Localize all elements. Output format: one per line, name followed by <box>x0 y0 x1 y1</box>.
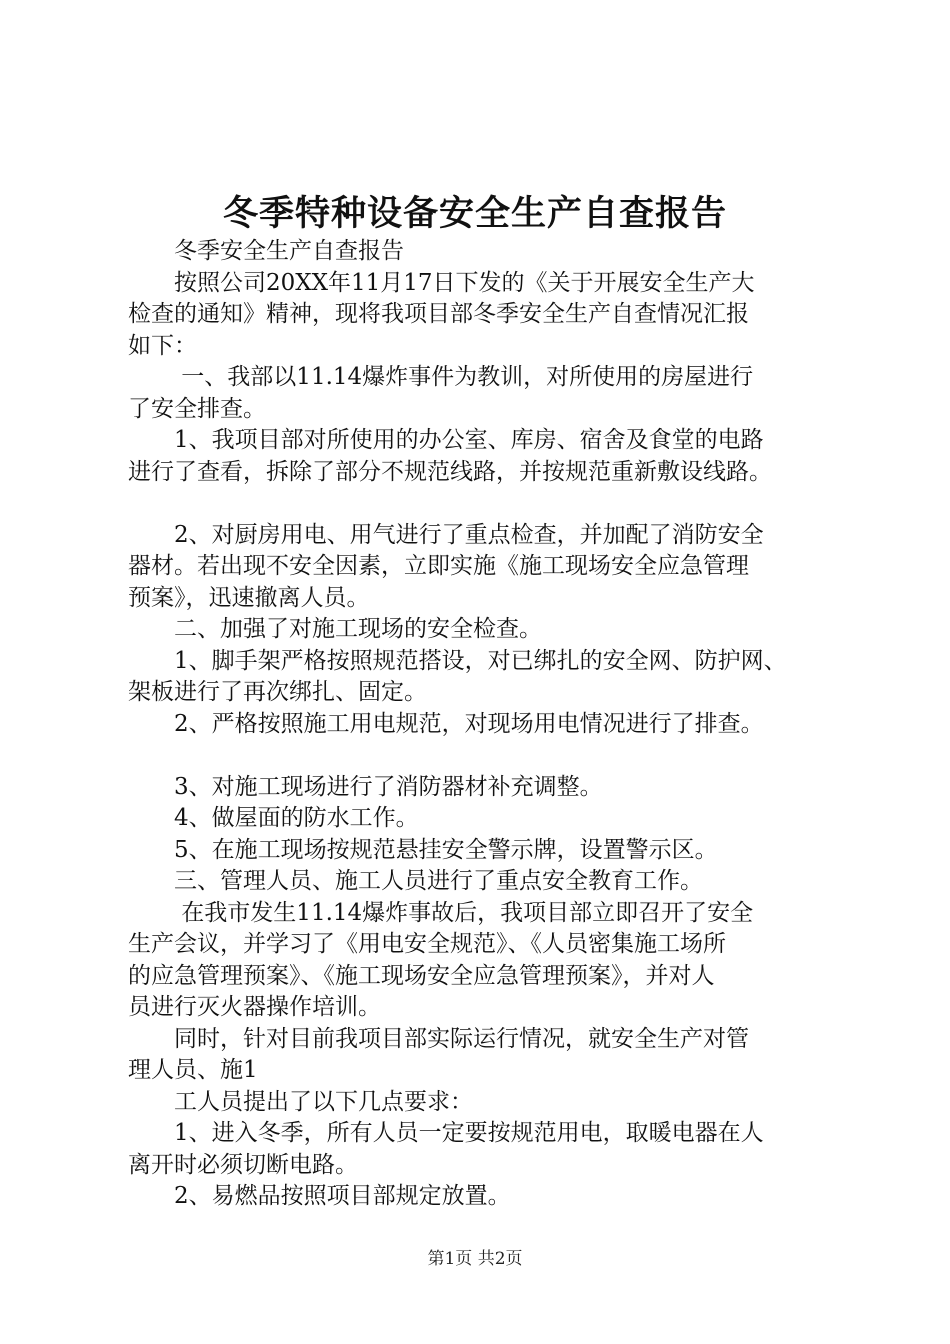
blank-line <box>128 740 848 772</box>
body-line: 工人员提出了以下几点要求： <box>128 1088 473 1115</box>
body-line: 2、对厨房用电、用气进行了重点检查，并加配了消防安全 <box>128 521 764 548</box>
body-line: 员进行灭火器操作培训。 <box>128 994 381 1020</box>
document-body <box>128 236 848 1213</box>
body-line: 1、进入冬季，所有人员一定要按规范用电，取暖电器在人 <box>128 1120 764 1146</box>
body-line: 1、我项目部对所使用的办公室、库房、宿舍及食堂的电路 <box>128 427 764 453</box>
body-line: 器材。若出现不安全因素，立即实施《施工现场安全应急管理 <box>128 553 749 579</box>
body-line: 按照公司20XX年11月17日下发的《关于开展安全生产大 <box>128 269 755 296</box>
body-line: 2、严格按照施工用电规范，对现场用电情况进行了排查。 <box>128 710 764 737</box>
body-line: 进行了查看，拆除了部分不规范线路，并按规范重新敷设线路。 <box>128 458 772 485</box>
body-line: 了安全排查。 <box>128 395 266 422</box>
body-line: 生产会议，并学习了《用电安全规范》、《人员密集施工场所 <box>128 931 726 957</box>
body-line: 3、对施工现场进行了消防器材补充调整。 <box>128 773 603 800</box>
body-line: 三、管理人员、施工人员进行了重点安全教育工作。 <box>128 868 703 894</box>
document-title: 冬季特种设备安全生产自查报告 <box>222 193 727 234</box>
body-line: 架板进行了再次绑扎、固定。 <box>128 679 427 705</box>
body-line: 4、做屋面的防水工作。 <box>128 805 419 831</box>
body-line: 如下： <box>128 332 197 359</box>
body-line: 冬季安全生产自查报告 <box>128 238 404 264</box>
body-line: 检查的通知》精神，现将我项目部冬季安全生产自查情况汇报 <box>128 301 749 327</box>
body-line: 同时，针对目前我项目部实际运行情况，就安全生产对管 <box>128 1025 749 1052</box>
body-line: 二、加强了对施工现场的安全检查。 <box>128 616 542 642</box>
body-line: 5、在施工现场按规范悬挂安全警示牌，设置警示区。 <box>128 836 718 863</box>
page-number-footer: 第1页 共2页 <box>427 1249 523 1269</box>
body-line: 的应急管理预案》、《施工现场安全应急管理预案》，并对人 <box>128 962 715 989</box>
body-line: 离开时必须切断电路。 <box>128 1151 358 1178</box>
body-line: 在我市发生11.14爆炸事故后，我项目部立即召开了安全 <box>128 899 754 926</box>
body-line: 一、我部以11.14爆炸事件为教训，对所使用的房屋进行 <box>128 364 754 390</box>
body-line: 1、脚手架严格按照规范搭设，对已绑扎的安全网、防护网、 <box>128 647 787 674</box>
body-line: 2、易燃品按照项目部规定放置。 <box>128 1183 511 1209</box>
blank-line <box>128 488 848 520</box>
body-line: 预案》，迅速撤离人员。 <box>128 584 370 611</box>
body-line: 理人员、施1 <box>128 1057 258 1083</box>
